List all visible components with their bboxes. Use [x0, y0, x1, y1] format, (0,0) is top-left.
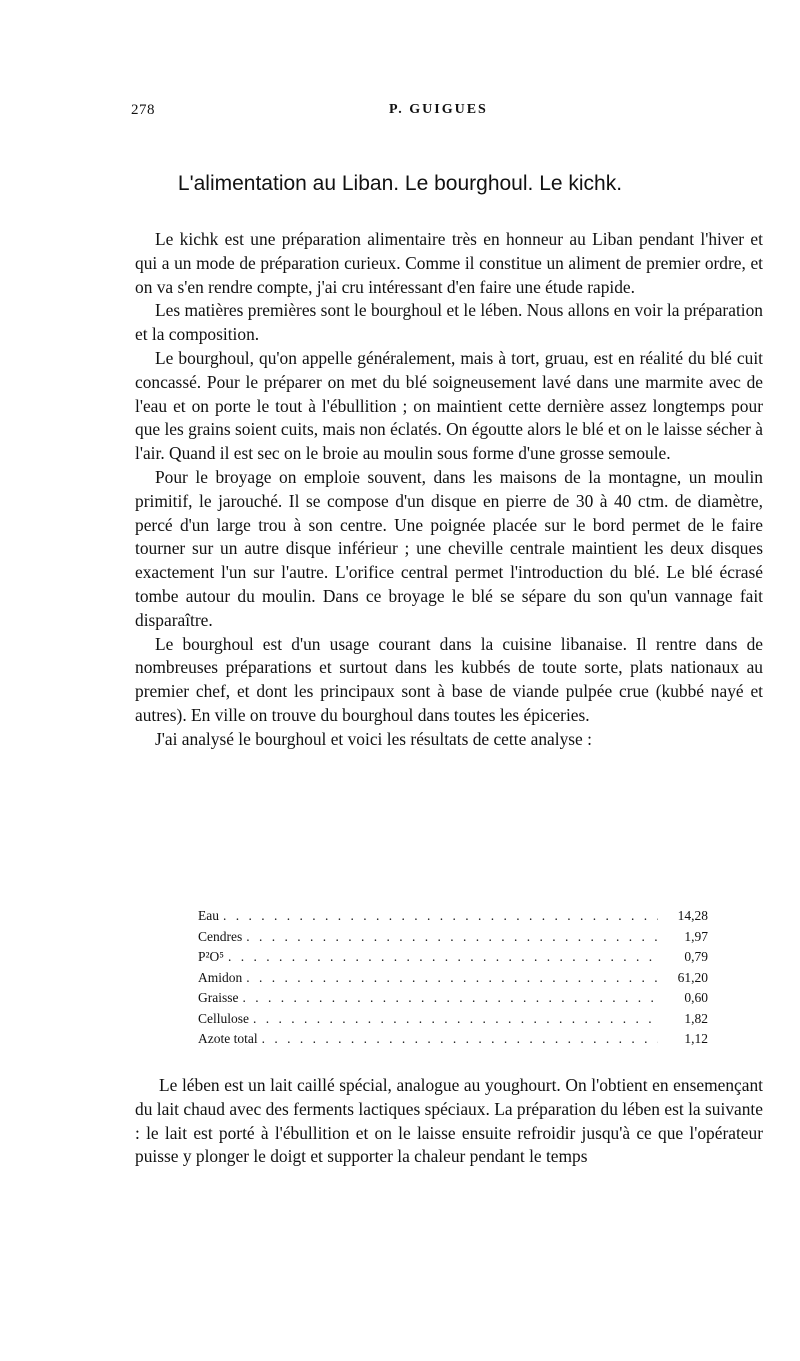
paragraph: Pour le broyage on emploie souvent, dans les maisons de la montagne, un moulin primitif, le jarouché. Il se compose d'un disque en pierre de 30 à 40 ctm. de diamètre, percé d'un large trou à son centre. Une poignée placée sur le bord permet de le faire tourner sur un autre disque inférieur ; une cheville centrale maintient les deux disques exactement l'un sur l'autre. L'orifice central permet l'introduction du blé. Le blé écrasé tombe autour du moulin. Dans ce broyage le blé se sépare du son qu'un vannage fait disparaître.: [135, 466, 763, 630]
table-row: [198, 947, 708, 968]
paragraph: J'ai analysé le bourghoul et voici les résultats de cette analyse :: [155, 728, 592, 749]
running-head: [0, 102, 800, 126]
analysis-label: Cendres: [198, 928, 243, 944]
page-number: 278: [131, 102, 155, 118]
dot-leader: [253, 1009, 658, 1030]
analysis-value: 0,60: [684, 990, 708, 1005]
analysis-label: Amidon: [198, 969, 243, 985]
analysis-value: 0,79: [684, 949, 708, 964]
analysis-label: Cellulose: [198, 1010, 249, 1026]
paragraph: Le bourghoul est d'un usage courant dans la cuisine libanaise. Il rentre dans de nombreuses préparations et surtout dans les kubbés de toute sorte, plats nationaux au premier chef, et dont les principaux sont à base de viande pulpée crue (kubbé nayé et autres). En ville on trouve du bourghoul dans toutes les épiceries.: [135, 633, 763, 725]
analysis-table: [198, 906, 708, 1050]
analysis-value: 1,82: [684, 1010, 708, 1026]
analysis-value: 14,28: [677, 908, 708, 923]
analysis-label: Graisse: [198, 990, 239, 1005]
table-row: [198, 968, 708, 989]
table-row: [198, 1009, 708, 1030]
analysis-label: P²O⁵: [198, 949, 225, 964]
running-head-author: P. GUIGUES: [389, 102, 488, 117]
analysis-label: Eau: [198, 908, 219, 923]
body-text: [135, 228, 763, 752]
table-row: [198, 906, 708, 927]
dot-leader: [262, 1029, 658, 1050]
table-row: [198, 927, 708, 948]
analysis-value: 61,20: [677, 969, 708, 985]
paragraph: Le bourghoul, qu'on appelle généralement, mais à tort, gruau, est en réalité du blé cuit concassé. Pour le préparer on met du blé soigneusement lavé dans une marmite avec de l'eau et on porte le tout à l'ébullition ; on maintient cette dernière assez longtemps pour que les grains soient cuits, mais non éclatés. On égoutte alors le blé et on le laisse sécher à l'air. Quand il est sec on le broie au moulin sous forme d'une grosse semoule.: [135, 347, 763, 464]
analysis-value: 1,97: [684, 928, 708, 944]
analysis-value: 1,12: [684, 1031, 708, 1046]
article-title: L'alimentation au Liban. Le bourghoul. Le kichk.: [177, 172, 623, 195]
dot-leader: [243, 988, 659, 1009]
table-row: [198, 988, 708, 1009]
dot-leader: [228, 947, 658, 968]
closing-text: [135, 1074, 763, 1169]
dot-leader: [246, 968, 658, 989]
paragraph: Les matières premières sont le bourghoul et le lében. Nous allons en voir la préparation et la composition.: [135, 300, 763, 345]
paragraph: Le kichk est une préparation alimentaire très en honneur au Liban pendant l'hiver et qui a un mode de préparation curieux. Comme il constitue un aliment de premier ordre, et on va s'en rendre compte, j'ai cru intéressant d'en faire une étude rapide.: [135, 229, 763, 297]
dot-leader: [223, 906, 658, 927]
table-row: [198, 1029, 708, 1050]
dot-leader: [246, 927, 658, 948]
paragraph: Le lében est un lait caillé spécial, analogue au youghourt. On l'obtient en ensemençant du lait chaud avec des ferments lactiques spéciaux. La préparation du lében est la suivante : le lait est porté à l'ébullition et on le laisse ensuite refroidir jusqu'à ce que l'opérateur puisse y plonger le doigt et supporter la chaleur pendant le temps: [135, 1075, 763, 1167]
analysis-label: Azote total: [198, 1031, 258, 1046]
